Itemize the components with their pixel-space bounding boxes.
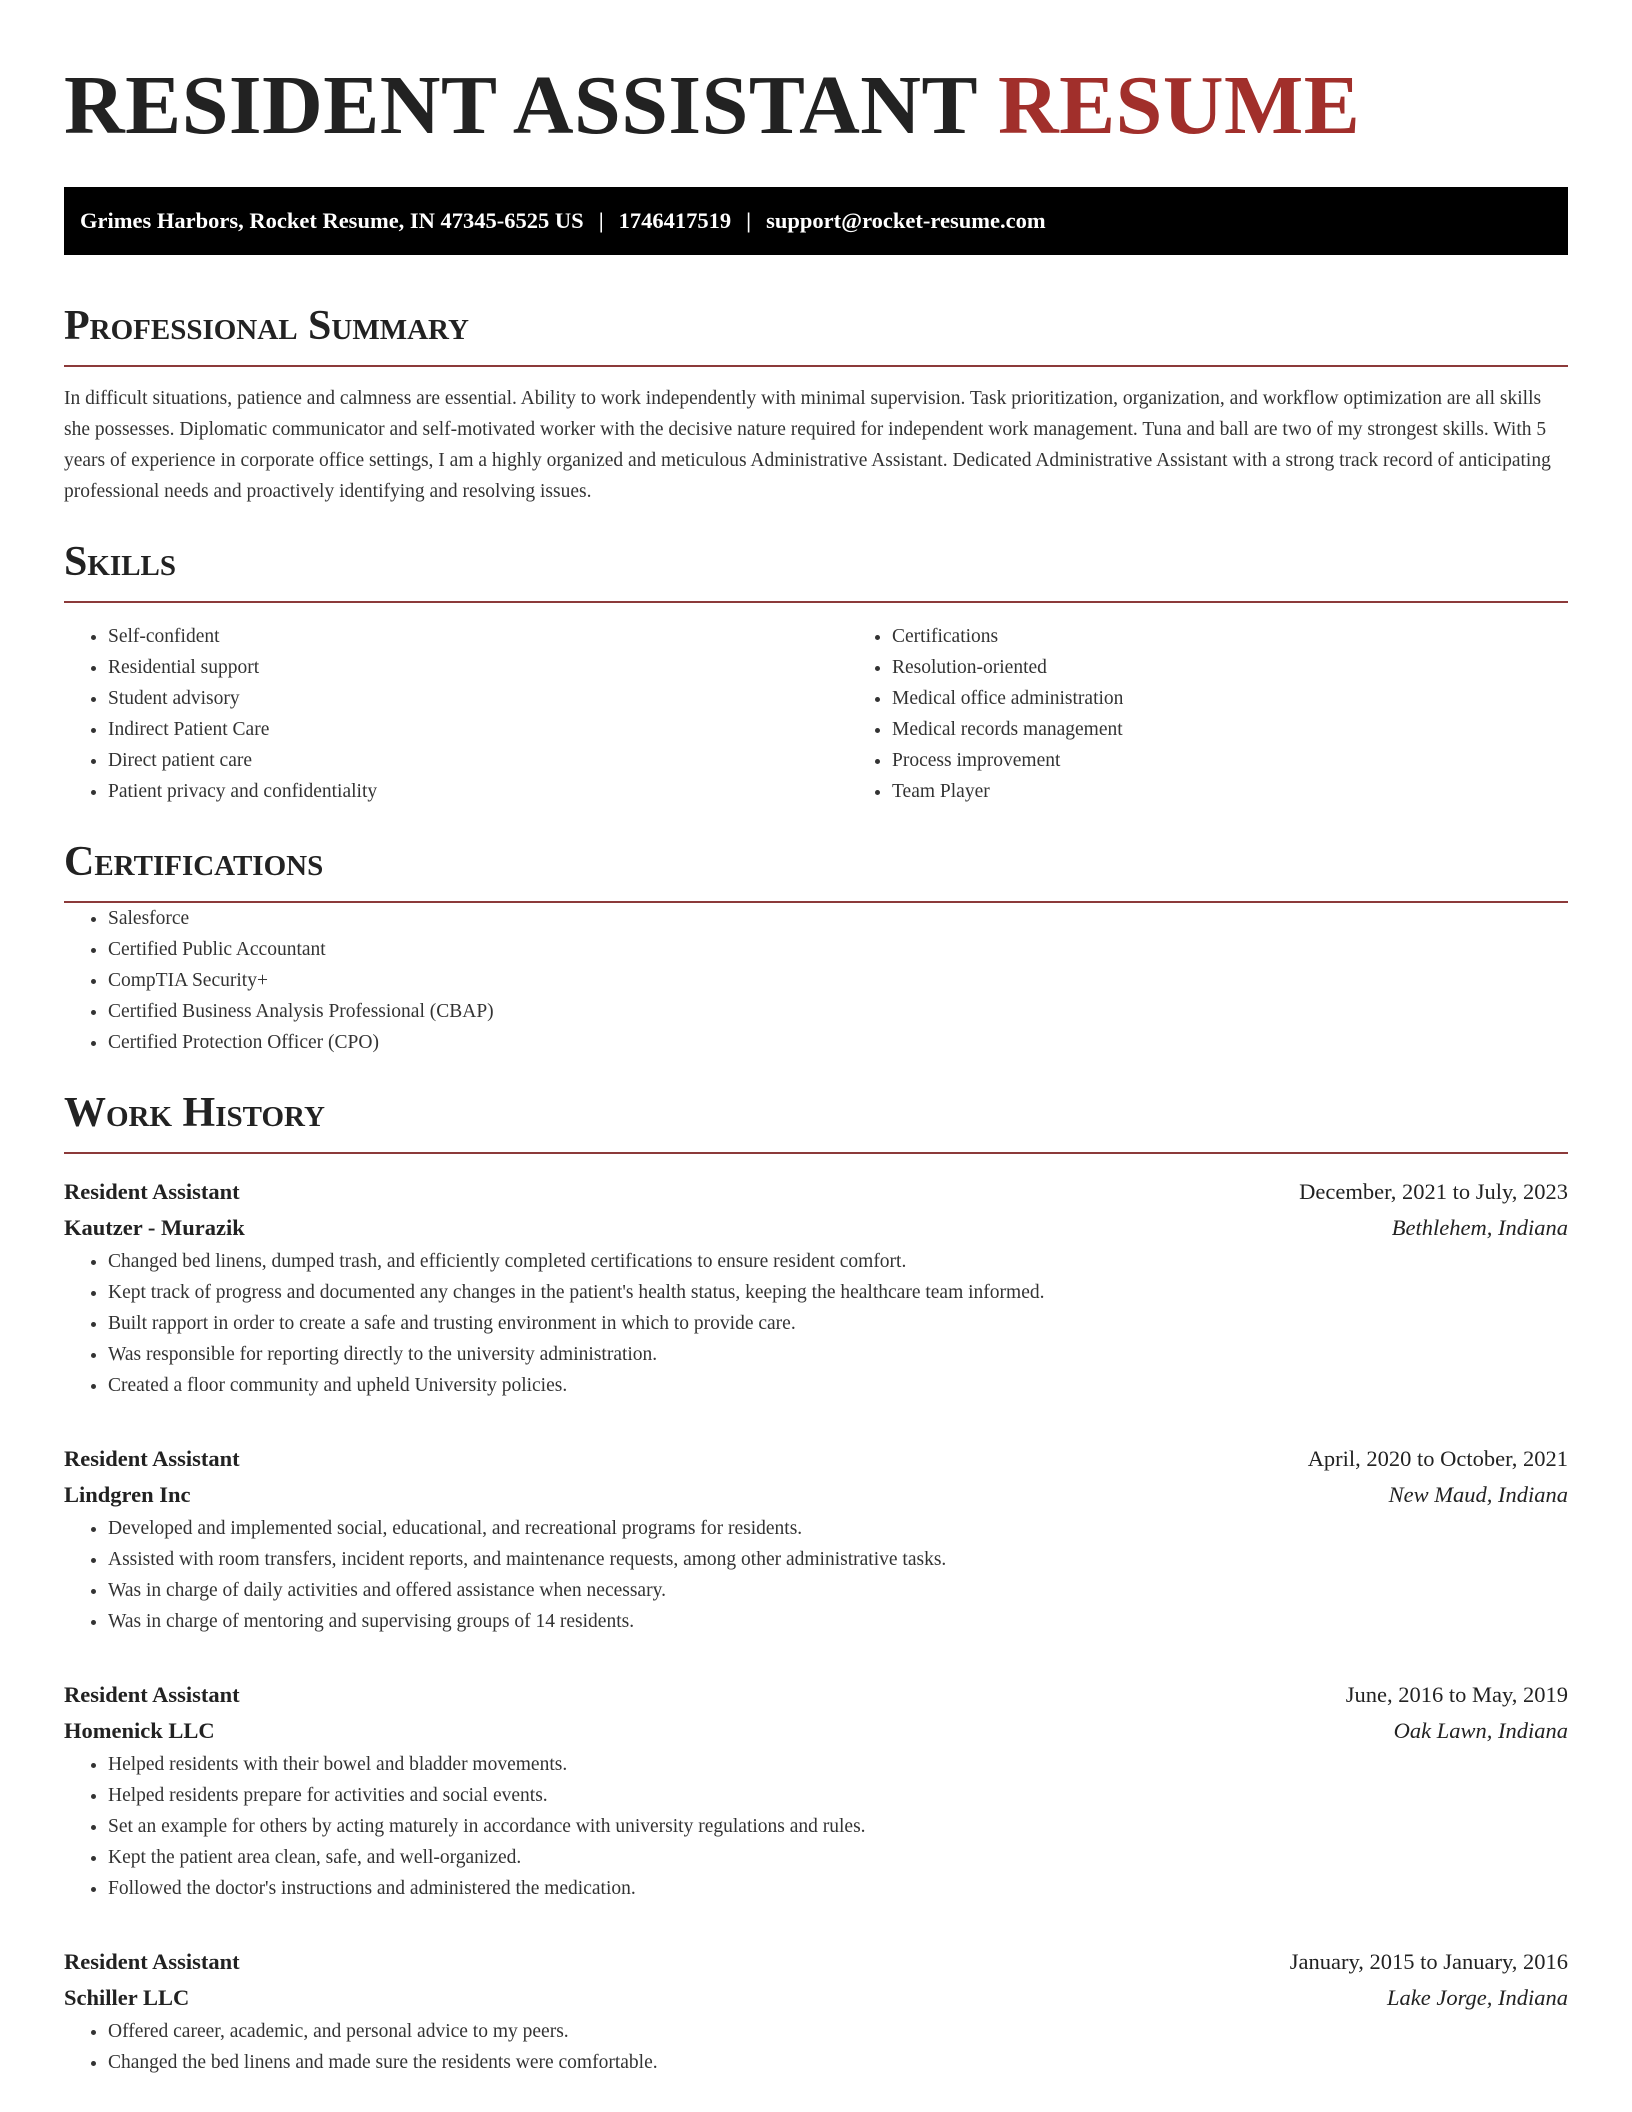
job-subheader-row (64, 1210, 1568, 1246)
job-role: Resident Assistant (64, 1179, 240, 1204)
job-header-row (64, 1677, 1568, 1713)
job-bullet: • Was in charge of mentoring and supervising groups of 14 residents. (108, 1606, 1568, 1637)
skill-item: • Medical office administration (892, 683, 1568, 714)
job-location: Bethlehem, Indiana (1391, 1215, 1568, 1240)
job-bullet: • Offered career, academic, and personal advice to my peers. (108, 2016, 1568, 2047)
summary-text: In difficult situations, patience and calmness are essential. Ability to work independently with minimal supervision. Task prioritization, organization, and workflow optimization are all skills she possesses. Diplomatic communicator and self-motivated worker with the decisive nature required for independent work management. Tuna and ball are two of my strongest skills. With 5 years of experience in corporate office settings, I am a highly organized and meticulous Administrative Assistant. Dedicated Administrative Assistant with a strong track record of anticipating professional needs and proactively identifying and resolving issues. (64, 388, 1551, 502)
job-bullet: • Changed bed linens, dumped trash, and efficiently completed certifications to ensure resident comfort. (108, 1246, 1568, 1277)
certifications-heading: Certifications (64, 839, 324, 885)
job-bullet: • Set an example for others by acting maturely in accordance with university regulations and rules. (108, 1811, 1568, 1842)
certifications-list (64, 903, 1568, 1058)
resume-title (64, 0, 1568, 154)
certification-item: • Certified Business Analysis Professional (CBAP) (108, 996, 1568, 1027)
job-bullet: • Kept the patient area clean, safe, and well-organized. (108, 1842, 1568, 1873)
skill-item: • Patient privacy and confidentiality (108, 776, 848, 807)
job-dates: January, 2015 to January, 2016 (1289, 1949, 1568, 1974)
job-entry (64, 1944, 1568, 2078)
contact-phone: 1746417519 (618, 208, 732, 233)
skill-item: • Team Player (892, 776, 1568, 807)
contact-bar (64, 187, 1568, 255)
job-bullets (64, 2016, 1568, 2078)
job-company: Kautzer - Murazik (64, 1215, 245, 1240)
job-location: Lake Jorge, Indiana (1387, 1985, 1568, 2010)
job-role: Resident Assistant (64, 1949, 240, 1974)
certification-item: • Salesforce (108, 903, 1568, 934)
job-subheader-row (64, 1980, 1568, 2016)
skills-heading: Skills (64, 539, 177, 585)
contact-separator: | (746, 208, 752, 233)
job-subheader-row (64, 1713, 1568, 1749)
job-location: New Maud, Indiana (1388, 1482, 1568, 1507)
skill-item: • Residential support (108, 652, 848, 683)
job-entry (64, 1174, 1568, 1401)
job-location: Oak Lawn, Indiana (1393, 1718, 1568, 1743)
skills-list-right (848, 621, 1568, 807)
title-main: RESIDENT ASSISTANT (64, 59, 977, 152)
job-company: Schiller LLC (64, 1985, 190, 2010)
job-bullet: • Built rapport in order to create a safe and trusting environment in which to provide care. (108, 1308, 1568, 1339)
skill-item: • Medical records management (892, 714, 1568, 745)
job-company: Homenick LLC (64, 1718, 215, 1743)
job-header-row (64, 1441, 1568, 1477)
section-divider (64, 1152, 1568, 1154)
job-role: Resident Assistant (64, 1446, 240, 1471)
job-subheader-row (64, 1477, 1568, 1513)
job-bullet: • Followed the doctor's instructions and administered the medication. (108, 1873, 1568, 1904)
contact-address: Grimes Harbors, Rocket Resume, IN 47345-6525 US (80, 208, 584, 233)
contact-separator: | (598, 208, 604, 233)
skills-grid (64, 621, 1568, 807)
certification-item: • Certified Protection Officer (CPO) (108, 1027, 1568, 1058)
job-company: Lindgren Inc (64, 1482, 191, 1507)
job-dates: June, 2016 to May, 2019 (1345, 1682, 1568, 1707)
job-bullets (64, 1246, 1568, 1401)
job-bullet: • Changed the bed linens and made sure the residents were comfortable. (108, 2047, 1568, 2078)
job-bullet: • Was in charge of daily activities and offered assistance when necessary. (108, 1575, 1568, 1606)
job-header-row (64, 1174, 1568, 1210)
job-bullet: • Developed and implemented social, educational, and recreational programs for residents. (108, 1513, 1568, 1544)
job-role: Resident Assistant (64, 1682, 240, 1707)
section-divider (64, 365, 1568, 367)
job-bullet: • Helped residents with their bowel and bladder movements. (108, 1749, 1568, 1780)
skill-item: • Direct patient care (108, 745, 848, 776)
job-bullet: • Was responsible for reporting directly to the university administration. (108, 1339, 1568, 1370)
skills-list-left (64, 621, 848, 807)
contact-email: support@rocket-resume.com (766, 208, 1046, 233)
job-bullet: • Kept track of progress and documented any changes in the patient's health status, keeping the healthcare team informed. (108, 1277, 1568, 1308)
skill-item: • Resolution-oriented (892, 652, 1568, 683)
skill-item: • Certifications (892, 621, 1568, 652)
summary-heading: Professional Summary (64, 303, 469, 349)
section-divider (64, 601, 1568, 603)
job-bullet: • Assisted with room transfers, incident reports, and maintenance requests, among other administrative tasks. (108, 1544, 1568, 1575)
certification-item: • Certified Public Accountant (108, 934, 1568, 965)
certification-item: • CompTIA Security+ (108, 965, 1568, 996)
skill-item: • Indirect Patient Care (108, 714, 848, 745)
job-entry (64, 1441, 1568, 1637)
job-bullets (64, 1749, 1568, 1904)
job-bullet: • Helped residents prepare for activities and social events. (108, 1780, 1568, 1811)
job-entry (64, 1677, 1568, 1904)
skill-item: • Self-confident (108, 621, 848, 652)
job-bullet: • Created a floor community and upheld University policies. (108, 1370, 1568, 1401)
job-header-row (64, 1944, 1568, 1980)
job-bullets (64, 1513, 1568, 1637)
job-dates: December, 2021 to July, 2023 (1299, 1179, 1568, 1204)
work-history-heading: Work History (64, 1090, 325, 1136)
skill-item: • Student advisory (108, 683, 848, 714)
skill-item: • Process improvement (892, 745, 1568, 776)
title-accent: RESUME (997, 59, 1361, 152)
job-dates: April, 2020 to October, 2021 (1307, 1446, 1568, 1471)
